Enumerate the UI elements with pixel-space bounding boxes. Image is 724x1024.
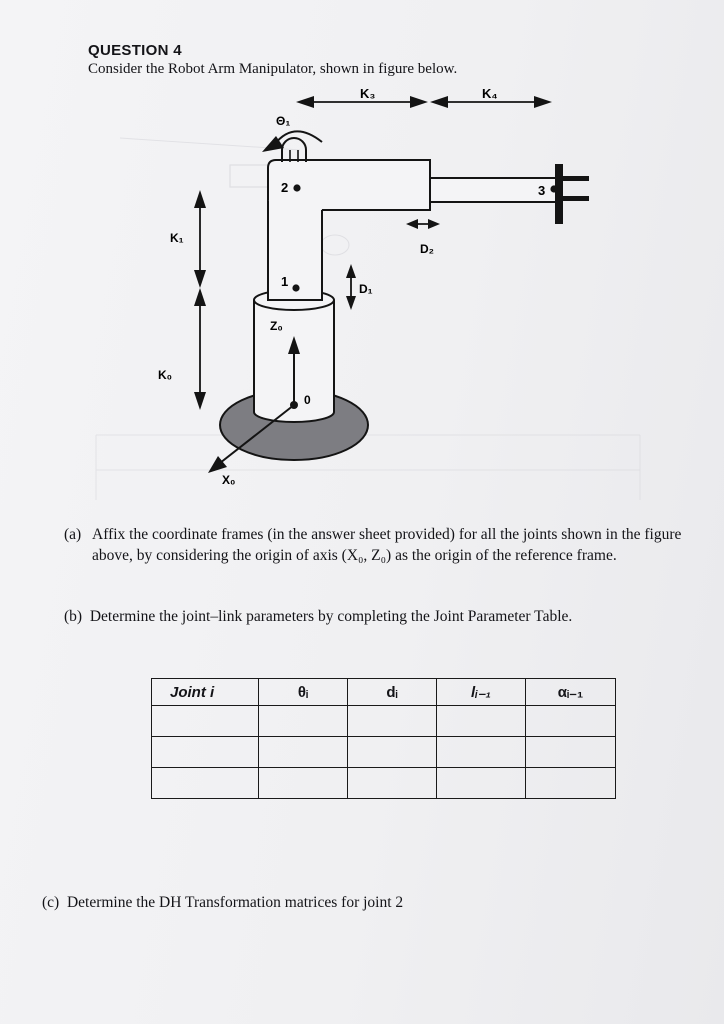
table-cell[interactable] <box>152 706 259 737</box>
joint2-dot <box>293 184 300 191</box>
part-b <box>64 606 704 627</box>
k0-dimension-arrow <box>194 288 206 410</box>
part-b-label: (b) <box>64 608 83 625</box>
header-d: dᵢ <box>348 679 437 706</box>
k4-label: K₄ <box>482 86 498 101</box>
origin-label: 0 <box>304 393 311 407</box>
k0-label: K₀ <box>158 368 173 382</box>
table-header-row <box>152 679 616 706</box>
table-row <box>152 737 616 768</box>
joint1-dot <box>292 284 299 291</box>
part-c-label: (c) <box>42 894 60 911</box>
table-row <box>152 768 616 799</box>
table-cell[interactable] <box>526 706 616 737</box>
table-cell[interactable] <box>152 737 259 768</box>
part-a-text: Affix the coordinate frames (in the answer sheet provided) for all the joints shown in the figure above, by considering the origin of axis (X₀, Z₀) as the origin of the reference frame. <box>92 526 682 564</box>
joint1-label: 1 <box>281 274 289 289</box>
x0-label: X₀ <box>222 473 236 487</box>
table-cell[interactable] <box>526 737 616 768</box>
joint2-label: 2 <box>281 180 289 195</box>
k3-label: K₃ <box>360 86 376 101</box>
joint3-dot <box>550 185 557 192</box>
table-cell[interactable] <box>348 737 437 768</box>
gripper-finger-bottom <box>563 196 589 201</box>
table-cell[interactable] <box>437 737 526 768</box>
gripper-finger-top <box>563 176 589 181</box>
z0-label: Z₀ <box>270 319 283 333</box>
theta1-label: Θ₁ <box>276 114 291 128</box>
question-intro: Consider the Robot Arm Manipulator, shown in figure below. <box>88 61 458 77</box>
k1-label: K₁ <box>170 231 184 245</box>
table-cell[interactable] <box>348 768 437 799</box>
d2-dimension-arrow <box>406 219 440 229</box>
table-row <box>152 706 616 737</box>
inner-column <box>268 196 322 300</box>
joint3-label: 3 <box>538 183 546 198</box>
table-cell[interactable] <box>348 706 437 737</box>
d1-dimension-arrow <box>346 264 356 310</box>
header-link-length: lᵢ₋₁ <box>437 679 526 706</box>
gripper-plate <box>555 164 563 224</box>
table-cell[interactable] <box>259 706 348 737</box>
d1-label: D₁ <box>359 282 373 296</box>
joint-parameter-table <box>151 678 616 799</box>
part-c-text: Determine the DH Transformation matrices for joint 2 <box>66 894 404 911</box>
header-alpha: αᵢ₋₁ <box>526 679 616 706</box>
part-a-label: (a) <box>64 526 82 543</box>
question-title: QUESTION 4 <box>88 42 182 59</box>
part-c <box>42 892 682 913</box>
d2-label: D₂ <box>420 242 434 256</box>
table-cell[interactable] <box>437 768 526 799</box>
header-theta: θᵢ <box>259 679 348 706</box>
table-cell[interactable] <box>259 768 348 799</box>
table-cell[interactable] <box>437 706 526 737</box>
part-b-text: Determine the joint–link parameters by completing the Joint Parameter Table. <box>89 608 573 625</box>
k1-dimension-arrow <box>194 190 206 288</box>
header-joint: Joint i <box>152 679 259 706</box>
table-cell[interactable] <box>152 768 259 799</box>
upper-arm <box>268 160 430 210</box>
part-a <box>64 524 704 566</box>
table-cell[interactable] <box>526 768 616 799</box>
table-cell[interactable] <box>259 737 348 768</box>
